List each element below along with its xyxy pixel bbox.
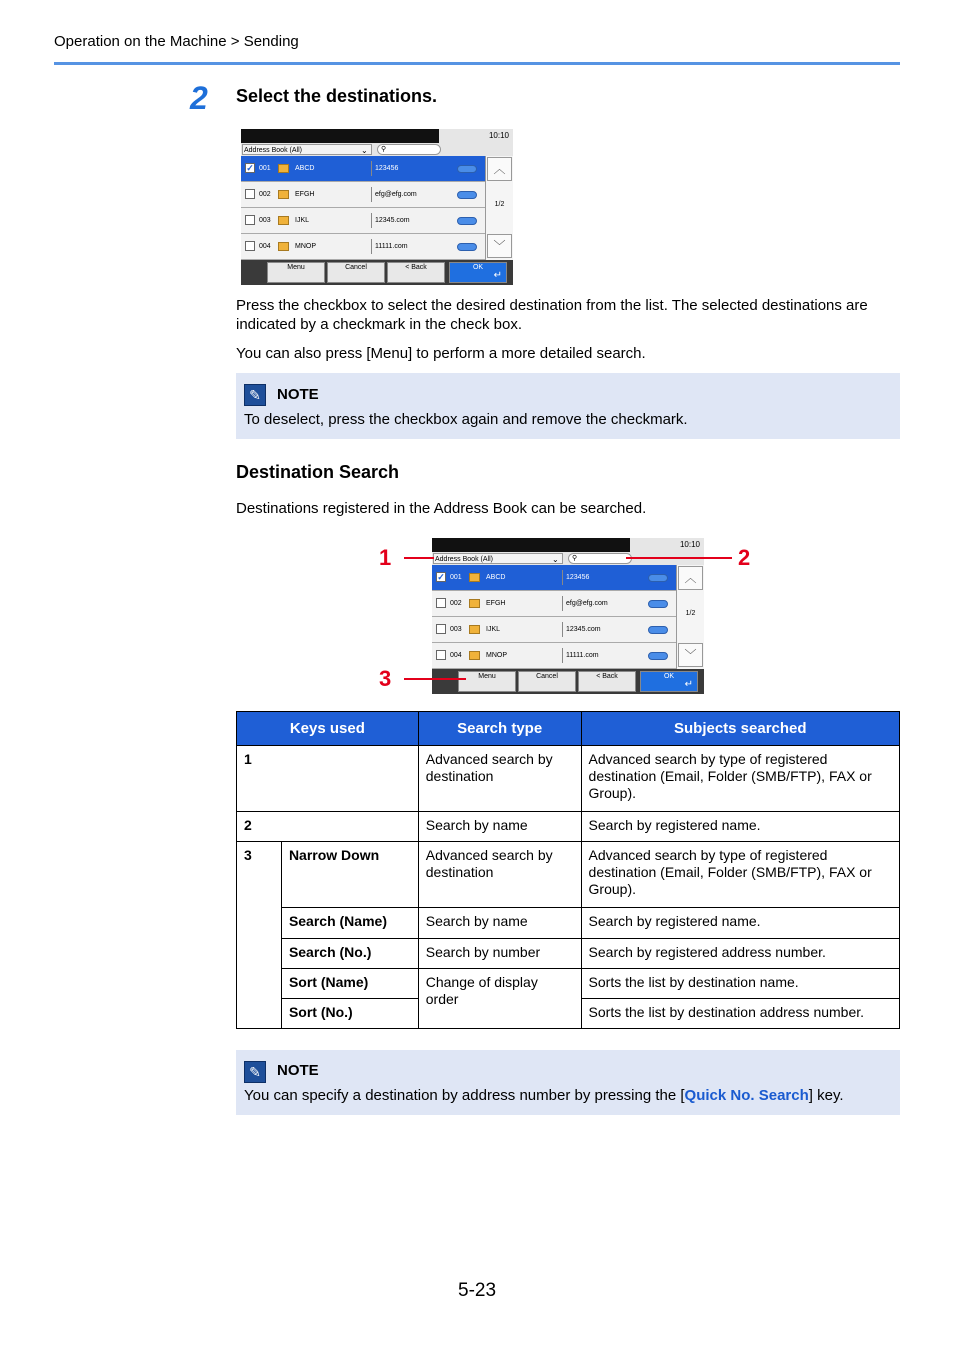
checkbox[interactable] <box>245 241 255 251</box>
detail-button[interactable] <box>648 652 668 660</box>
note-label: NOTE <box>277 386 319 403</box>
page-indicator: 1/2 <box>494 201 505 208</box>
table-row <box>237 969 900 999</box>
folder-icon <box>469 651 480 660</box>
table-header: Search type <box>418 712 581 746</box>
email-icon <box>278 190 289 199</box>
callout-3: 3 <box>379 666 392 691</box>
table-cell: Advanced search by type of registered destination (Email, Folder (SMB/FTP), FAX or Group). <box>581 842 899 908</box>
list-item[interactable] <box>432 565 676 591</box>
instruction-text: You can also press [Menu] to perform a more detailed search. <box>236 345 646 362</box>
table-cell: Sorts the list by destination address number. <box>581 999 899 1029</box>
table-cell: Search by registered address number. <box>581 939 899 969</box>
search-icon: ⚲ <box>572 555 578 562</box>
table-cell: Narrow Down <box>281 842 418 908</box>
search-input[interactable] <box>568 553 632 564</box>
note-icon: ✎ <box>244 384 266 406</box>
back-button[interactable]: < Back <box>578 671 636 692</box>
list-item[interactable] <box>432 643 676 669</box>
table-cell: Search by name <box>418 908 581 939</box>
table-cell: Search by name <box>418 812 581 842</box>
fax-icon <box>278 164 289 173</box>
chevron-up-icon: ︿ <box>684 571 697 585</box>
detail-button[interactable] <box>457 243 477 251</box>
table-cell: Advanced search by type of registered destination (Email, Folder (SMB/FTP), FAX or Group). <box>581 746 899 812</box>
detail-button[interactable] <box>648 600 668 608</box>
panel-screenshot <box>241 129 513 285</box>
table-cell: Sorts the list by destination name. <box>581 969 899 999</box>
ok-label: OK <box>663 673 675 680</box>
destination-address: efg@efg.com <box>375 191 417 198</box>
header-rule <box>54 62 900 65</box>
note-text-before: You can specify a destination by address number by pressing the [ <box>244 1087 685 1104</box>
ok-label: OK <box>472 264 484 271</box>
destination-list <box>241 156 485 260</box>
note-label: NOTE <box>277 1062 319 1079</box>
detail-button[interactable] <box>457 217 477 225</box>
table-row <box>237 939 900 969</box>
checkbox[interactable] <box>436 624 446 634</box>
detail-button[interactable] <box>648 574 668 582</box>
callout-2: 2 <box>738 545 751 570</box>
destination-name: IJKL <box>295 217 310 224</box>
panel-status-bar <box>432 538 630 552</box>
table-cell: 3 <box>237 842 282 1029</box>
search-keys-table <box>236 711 900 1029</box>
table-row <box>237 842 900 908</box>
step-number: 2 <box>190 80 208 116</box>
enter-icon: ↵ <box>493 270 502 281</box>
enter-icon: ↵ <box>684 679 693 690</box>
list-item[interactable] <box>241 182 485 208</box>
menu-button[interactable]: Menu <box>458 671 516 692</box>
checkbox-checked-icon[interactable]: ✓ <box>437 572 445 582</box>
chevron-up-icon: ︿ <box>493 162 506 176</box>
chevron-down-icon: ⌄ <box>552 555 559 564</box>
callout-1-line <box>404 557 434 559</box>
table-row <box>237 812 900 842</box>
table-cell: Advanced search by destination <box>418 842 581 908</box>
destination-address: 123456 <box>375 165 399 172</box>
divider <box>562 570 563 585</box>
table-row <box>237 908 900 939</box>
divider <box>371 161 372 176</box>
destination-number: 001 <box>259 165 271 172</box>
address-book-label: Address Book (All) <box>435 556 493 563</box>
table-cell: Sort (No.) <box>281 999 418 1029</box>
detail-button[interactable] <box>457 165 477 173</box>
destination-number: 004 <box>259 243 271 250</box>
table-cell: Advanced search by destination <box>418 746 581 812</box>
instruction-text: Press the checkbox to select the desired destination from the list. The selected destinations are indicated by a checkmark in the check box. <box>236 297 868 333</box>
ok-button[interactable] <box>640 671 698 692</box>
destination-number: 004 <box>450 652 462 659</box>
list-item[interactable] <box>241 156 485 182</box>
note-text <box>244 1087 844 1104</box>
checkbox-checked-icon[interactable]: ✓ <box>246 163 254 173</box>
destination-name: EFGH <box>295 191 315 198</box>
list-item[interactable] <box>432 617 676 643</box>
address-book-dropdown[interactable] <box>242 144 372 155</box>
destination-list <box>432 565 676 669</box>
folder-icon <box>469 625 480 634</box>
note-text: To deselect, press the checkbox again and remove the checkmark. <box>244 411 688 428</box>
panel-address-book-bar <box>241 143 513 156</box>
destination-name: MNOP <box>295 243 316 250</box>
menu-button[interactable]: Menu <box>267 262 325 283</box>
destination-address: 12345.com <box>375 217 410 224</box>
panel-button-bar <box>241 260 513 285</box>
destination-address: 11111.com <box>566 652 599 659</box>
chevron-down-icon: ﹀ <box>684 648 697 662</box>
checkbox[interactable] <box>245 189 255 199</box>
step-title: Select the destinations. <box>236 86 438 106</box>
page-number: 5-23 <box>458 1280 497 1301</box>
scroll-down-button[interactable] <box>487 234 512 258</box>
destination-name: MNOP <box>486 652 507 659</box>
cancel-button[interactable]: Cancel <box>327 262 385 283</box>
destination-name: IJKL <box>486 626 501 633</box>
divider <box>371 187 372 202</box>
scroll-down-button[interactable] <box>678 643 703 667</box>
back-button[interactable]: < Back <box>387 262 445 283</box>
divider <box>371 213 372 228</box>
panel-button-bar <box>432 669 704 694</box>
table-cell: Search by registered name. <box>581 812 899 842</box>
scrollbar <box>485 156 513 260</box>
table-cell: Search by number <box>418 939 581 969</box>
chevron-down-icon: ﹀ <box>493 239 506 253</box>
scroll-up-button[interactable] <box>678 566 703 590</box>
detail-button[interactable] <box>457 191 477 199</box>
folder-icon <box>278 242 289 251</box>
callout-3-line <box>404 678 466 680</box>
callout-1: 1 <box>379 545 392 570</box>
divider <box>371 239 372 254</box>
note-box <box>236 373 900 439</box>
destination-address: 123456 <box>566 574 590 581</box>
list-item[interactable] <box>432 591 676 617</box>
divider <box>562 622 563 637</box>
checkbox[interactable] <box>245 215 255 225</box>
note-icon: ✎ <box>244 1061 266 1083</box>
destination-address: 12345.com <box>566 626 601 633</box>
table-cell: 1 <box>237 746 419 812</box>
panel-clock-area <box>630 538 704 552</box>
destination-number: 003 <box>450 626 462 633</box>
destination-number: 002 <box>259 191 271 198</box>
destination-address: 11111.com <box>375 243 408 250</box>
table-row <box>237 746 900 812</box>
scrollbar <box>676 565 704 669</box>
panel-screenshot <box>432 538 704 694</box>
destination-number: 002 <box>450 600 462 607</box>
search-icon: ⚲ <box>381 146 387 153</box>
table-cell: Search by registered name. <box>581 908 899 939</box>
table-header-row <box>237 712 900 746</box>
list-item[interactable] <box>241 234 485 260</box>
search-input[interactable] <box>377 144 441 155</box>
quick-no-search-key: Quick No. Search <box>684 1087 809 1104</box>
checkbox[interactable] <box>436 598 446 608</box>
note-box <box>236 1050 900 1115</box>
destination-number: 003 <box>259 217 271 224</box>
checkbox[interactable] <box>436 650 446 660</box>
address-book-dropdown[interactable] <box>433 553 563 564</box>
panel-time: 10:10 <box>679 540 700 549</box>
divider <box>562 596 563 611</box>
destination-number: 001 <box>450 574 462 581</box>
detail-button[interactable] <box>648 626 668 634</box>
destination-name: ABCD <box>295 165 315 172</box>
destination-address: efg@efg.com <box>566 600 608 607</box>
ok-button[interactable] <box>449 262 507 283</box>
email-icon <box>469 599 480 608</box>
note-text-after: ] key. <box>808 1087 844 1104</box>
table-header: Keys used <box>237 712 419 746</box>
destination-name: ABCD <box>486 574 506 581</box>
table-cell: Search (No.) <box>281 939 418 969</box>
section-title: Destination Search <box>236 462 400 482</box>
page-indicator: 1/2 <box>685 610 696 617</box>
fax-icon <box>469 573 480 582</box>
divider <box>562 648 563 663</box>
callout-2-line <box>626 557 732 559</box>
scroll-up-button[interactable] <box>487 157 512 181</box>
table-cell: Search (Name) <box>281 908 418 939</box>
chevron-down-icon: ⌄ <box>361 146 368 155</box>
panel-status-bar <box>241 129 439 143</box>
table-header: Subjects searched <box>581 712 899 746</box>
cancel-button[interactable]: Cancel <box>518 671 576 692</box>
section-intro: Destinations registered in the Address Book can be searched. <box>236 500 647 517</box>
table-cell: Sort (Name) <box>281 969 418 999</box>
breadcrumb: Operation on the Machine > Sending <box>54 33 299 50</box>
table-cell: Change of display order <box>418 969 581 1029</box>
address-book-label: Address Book (All) <box>244 147 302 154</box>
folder-icon <box>278 216 289 225</box>
list-item[interactable] <box>241 208 485 234</box>
panel-time: 10:10 <box>488 131 509 140</box>
destination-name: EFGH <box>486 600 506 607</box>
panel-clock-area <box>439 129 513 143</box>
table-cell: 2 <box>237 812 419 842</box>
